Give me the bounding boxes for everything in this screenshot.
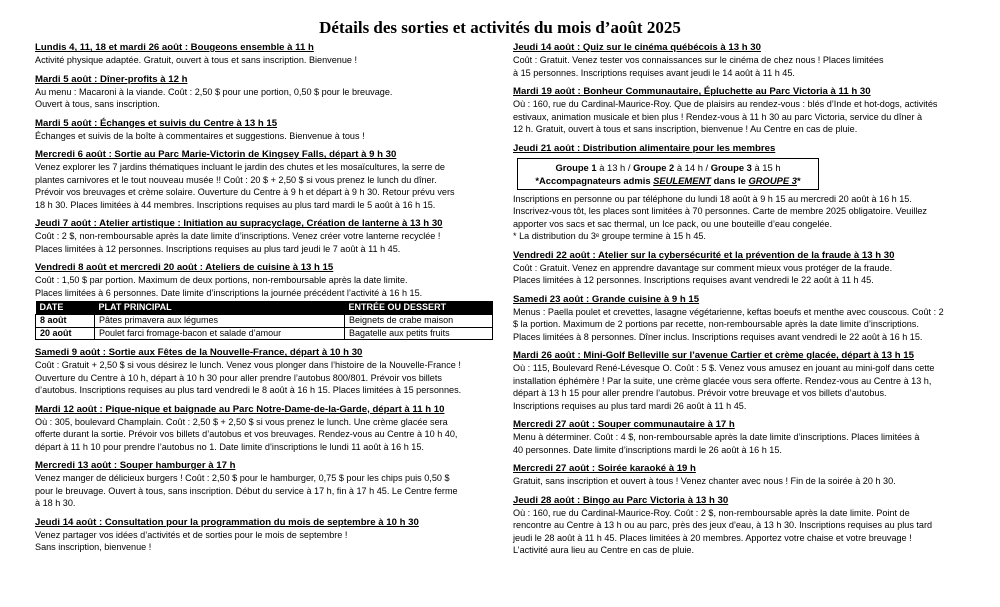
distribution-groups-box (517, 158, 819, 190)
event-heading: Mercredi 27 août : Souper communautaire à 17 h (513, 419, 735, 430)
event-line: Où : 160, rue du Cardinal-Maurice-Roy. Coût : 2 $, non-remboursable après la date limite. Point de (513, 507, 910, 518)
event-line: * La distribution du 3ᵉ groupe termine à 15 h 45. (513, 231, 706, 241)
event-line: Coût : 2 $, non-remboursable après la date limite d’inscriptions. Venez créer votre lanterne recyclée ! (35, 231, 441, 241)
table-cell: Beignets de crabe maison (345, 315, 493, 328)
event-line: à 15 personnes. Inscriptions requises avant jeudi le 14 août à 11 h 45. (513, 67, 795, 78)
group-time: à 13 h / (596, 161, 634, 173)
event (513, 463, 973, 488)
event-line: $ la portion. Maximum de 2 portions par recette, non-remboursable après la date limite d’inscriptions. (513, 319, 919, 329)
event-line: Où : 160, rue du Cardinal-Maurice-Roy. Que de plaisirs au rendez-vous : blés d’Inde et hot-dogs, activités (513, 99, 938, 109)
event-line: Sans inscription, bienvenue ! (35, 542, 152, 552)
event-heading: Samedi 9 août : Sortie aux Fêtes de la Nouvelle-France, départ à 10 h 30 (35, 347, 363, 358)
event-heading: Vendredi 8 août et mercredi 20 août : Ateliers de cuisine à 13 h 15 (35, 262, 334, 273)
event-line: apporter vos sacs et sac thermal, un Ice pack, ou une bouteille d’eau congelée. (513, 218, 832, 229)
event-line: offerte durant la sortie. Prévoir vos billets d’autobus et vos breuvages. Rendez-vous au Centre à 10 h 40, (35, 429, 458, 439)
event (513, 143, 973, 243)
event-line: L’activité aura lieu au Centre en cas de pluie. (513, 545, 694, 555)
event-line: Coût : 1,50 $ par portion. Maximum de deux portions, non-remboursable après la date limite. (35, 275, 408, 285)
event-line: Gratuit, sans inscription et ouvert à tous ! Venez chanter avec nous ! Fin de la soirée à 20 h 30. (513, 476, 896, 486)
event-line: Inscriptions requises au plus tard mardi 26 août à 11 h 45. (513, 400, 747, 411)
table-cell: Pâtes primavera aux légumes (95, 315, 345, 328)
event-heading: Jeudi 21 août : Distribution alimentaire pour les membres (513, 142, 776, 154)
event-heading: Mardi 12 août : Pique-nique et baignade au Parc Notre-Dame-de-la-Garde, départ à 11 h 10 (35, 403, 445, 415)
event-line: à 18 h 30. (35, 498, 76, 508)
page-title: Détails des sorties et activités du mois d’août 2025 (319, 18, 681, 37)
note-part: *Accompagnateurs admis (535, 174, 654, 186)
event (35, 347, 495, 397)
event-heading: Jeudi 7 août : Atelier artistique : Initiation au supracyclage, Création de lanterne à 13 h 30 (35, 218, 443, 229)
event-heading: Mercredi 6 août : Sortie au Parc Marie-Victorin de Kingsey Falls, départ à 9 h 30 (35, 149, 397, 160)
event (35, 517, 495, 554)
table-row (36, 315, 493, 328)
event-line: Au menu : Macaroni à la viande. Coût : 2,50 $ pour une portion, 0,50 $ pour le breuvage. (35, 86, 393, 97)
event-line: plantes carnivores et le tout nouveau musée !! Coût : 20 $ + 2,50 $ si vous prenez le lunch du dîner. (35, 174, 437, 185)
event-line: Où : 115, Boulevard René-Lévesque O. Coût : 5 $. Venez vous amusez en jouant au mini-golf dans cette (513, 363, 935, 373)
event-heading: Vendredi 22 août : Atelier sur la cybersécurité et la prévention de la fraude à 13 h 30 (513, 249, 895, 261)
event-line: Places limitées à 12 personnes. Inscriptions requises au plus tard jeudi le 7 août à 11 h 45. (35, 243, 401, 254)
left-column (35, 42, 495, 561)
event (35, 74, 495, 111)
event-line: estivaux, animation musicale et bien plus ! Rendez-vous à 11 h 30 au parc Victoria, service du dîner à (513, 111, 923, 122)
event-line: Où : 305, boulevard Champlain. Coût : 2,50 $ + 2,50 $ si vous prenez le lunch. Une crème glacée sera (35, 416, 448, 427)
event-heading: Mardi 19 août : Bonheur Communautaire, Épluchette au Parc Victoria à 11 h 30 (513, 86, 871, 97)
event (35, 218, 495, 255)
event-line: Menu à déterminer. Coût : 4 $, non-remboursable après la date limite d’inscriptions. Places limitées à (513, 432, 920, 442)
group-label: Groupe 1 (555, 161, 597, 173)
event-line: Venez manger de délicieux burgers ! Coût : 2,50 $ pour le hamburger, 0,75 $ pour les chips puis 0,50 $ (35, 473, 450, 483)
event-line: pour le breuvage. Ouvert à tous, sans inscription. Début du service à 17 h, fin à 17 h 45. Le Centre ferme (35, 485, 458, 496)
note-part: GROUPE 3 (748, 174, 797, 186)
table-row (36, 327, 493, 340)
event-line: Venez explorer les 7 jardins thématiques incluant le jardin des chutes et les mosaïcultures, la serre de (35, 162, 445, 172)
event-line: Places limitées à 12 personnes. Inscriptions requises avant vendredi le 22 août à 11 h 45. (513, 275, 874, 285)
event-heading: Mardi 5 août : Dîner-profits à 12 h (35, 73, 188, 85)
note-part: SEULEMENT (653, 174, 711, 186)
event-line: départ à 13 h 15 pour aller prendre l’autobus. Prévoir votre breuvage et vos billets d’autobus. (513, 388, 887, 398)
event-line: Places limitées à 8 personnes. Dîner inclus. Inscriptions requises avant vendredi le 22 août à 16 h 15. (513, 331, 923, 342)
event-line: rencontre au Centre à 13 h ou au parc, près des jeux d’eau, à 13 h 30. Inscriptions requises au plus tard (513, 520, 933, 530)
event-line: d’autobus. Inscriptions requises au plus tard vendredi le 8 août à 16 h 15. Places limitées à 15 personnes. (35, 385, 462, 395)
event-line: Ouverture du Centre à 10 h, départ à 10 h 30 pour aller prendre l’autobus 800/801. Prévoir vos billets (35, 372, 442, 383)
event (513, 495, 973, 557)
event-heading: Jeudi 14 août : Quiz sur le cinéma québécois à 13 h 30 (513, 42, 761, 53)
event-line: 18 h 30. Places limitées à 44 membres. Inscriptions requises au plus tard mardi le 5 août à 16 h 15. (35, 199, 436, 210)
event-line: départ à 11 h 10 pour prendre l’autobus no 1. Date limite d’inscriptions le lundi 11 août à 16 h 15. (35, 441, 424, 452)
event (513, 250, 973, 287)
event-line: 12 h. Gratuit, ouvert à tous et sans inscription, bienvenue ! Au Centre en cas de pluie. (513, 124, 858, 134)
event-heading: Mardi 26 août : Mini-Golf Belleville sur l’avenue Cartier et crème glacée, départ à 13 h 15 (513, 350, 914, 361)
event (35, 42, 495, 67)
group-label: Groupe 3 (710, 161, 752, 173)
event-line: Coût : Gratuit + 2,50 $ si vous désirez le lunch. Venez vous plonger dans l’histoire de la Nouvelle-France ! (35, 360, 461, 370)
right-column (513, 42, 973, 564)
event-line: 40 personnes. Date limite d’inscriptions mardi le 26 août à 16 h 15. (513, 444, 782, 455)
event-line: Coût : Gratuit. Venez tester vos connaissances sur le cinéma de chez nous ! Places limitées (513, 55, 884, 65)
event (513, 42, 973, 79)
table-header: DATE (36, 301, 95, 315)
event (35, 460, 495, 510)
event-line: jeudi le 28 août à 11 h 45. Places limitées à 20 membres. Apportez votre chaise et votre breuvage ! (513, 532, 912, 543)
event-heading: Mercredi 27 août : Soirée karaoké à 19 h (513, 463, 696, 474)
event-line: Ouvert à tous, sans inscription. (35, 99, 160, 109)
event-line: Activité physique adaptée. Gratuit, ouvert à tous et sans inscription. Bienvenue ! (35, 55, 358, 65)
cooking-menu-table (35, 301, 493, 340)
table-cell: Bagatelle aux petits fruits (345, 327, 493, 340)
event-line: Prévoir vos breuvages et crème solaire. Ouverture du Centre à 9 h et départ à 9 h 30. Retour prévu vers (35, 187, 455, 197)
event-line: installation éphémère ! Par la suite, une crème glacée vous sera offerte. Rendez-vous au Centre à 13 h, (513, 375, 932, 386)
table-header: PLAT PRINCIPAL (95, 301, 345, 315)
event-line: Menus : Paella poulet et crevettes, lasagne végétarienne, keftas boeufs et menthe avec couscous. Coût : 2 (513, 306, 944, 317)
event-line: Inscriptions en personne ou par téléphone du lundi 18 août à 9 h 15 au mercredi 20 août à 16 h 15. (513, 193, 912, 204)
event-line: Coût : Gratuit. Venez en apprendre davantage sur comment mieux vous protéger de la fraude. (513, 262, 893, 273)
event (513, 350, 973, 412)
group-time: à 14 h / (674, 161, 711, 173)
event (35, 404, 495, 454)
group-label: Groupe 2 (633, 161, 675, 173)
group-time: à 15 h (751, 161, 781, 173)
note-part: dans le (710, 174, 749, 186)
event-line: Échanges et suivis de la boîte à commentaires et suggestions. Bienvenue à tous ! (35, 130, 365, 141)
event-heading: Jeudi 14 août : Consultation pour la programmation du mois de septembre à 10 h 30 (35, 516, 419, 528)
event (35, 118, 495, 143)
table-cell: Poulet farci fromage-bacon et salade d’amour (95, 327, 345, 340)
event-line: Inscrivez-vous tôt, les places sont limitées à 70 personnes. Carte de membre 2025 obligatoire. Veuillez (513, 206, 927, 216)
event (35, 149, 495, 211)
table-cell: 20 août (36, 327, 95, 340)
event-heading: Mercredi 13 août : Souper hamburger à 17 h (35, 460, 236, 471)
event-heading: Mardi 5 août : Échanges et suivis du Centre à 13 h 15 (35, 117, 278, 129)
table-cell: 8 août (36, 315, 95, 328)
event (35, 262, 495, 340)
event-line: Places limitées à 6 personnes. Date limite d’inscriptions la journée précédent l’activité à 16 h 15. (35, 287, 423, 298)
event (513, 86, 973, 136)
event-heading: Jeudi 28 août : Bingo au Parc Victoria à 13 h 30 (513, 494, 729, 506)
note-part: * (796, 174, 801, 186)
event-heading: Lundis 4, 11, 18 et mardi 26 août : Bougeons ensemble à 11 h (35, 42, 314, 53)
event (513, 294, 973, 344)
event-line: Venez partager vos idées d’activités et de sorties pour le mois de septembre ! (35, 529, 348, 540)
event (513, 419, 973, 456)
event-heading: Samedi 23 août : Grande cuisine à 9 h 15 (513, 293, 700, 305)
table-header: ENTRÉE OU DESSERT (345, 301, 493, 315)
